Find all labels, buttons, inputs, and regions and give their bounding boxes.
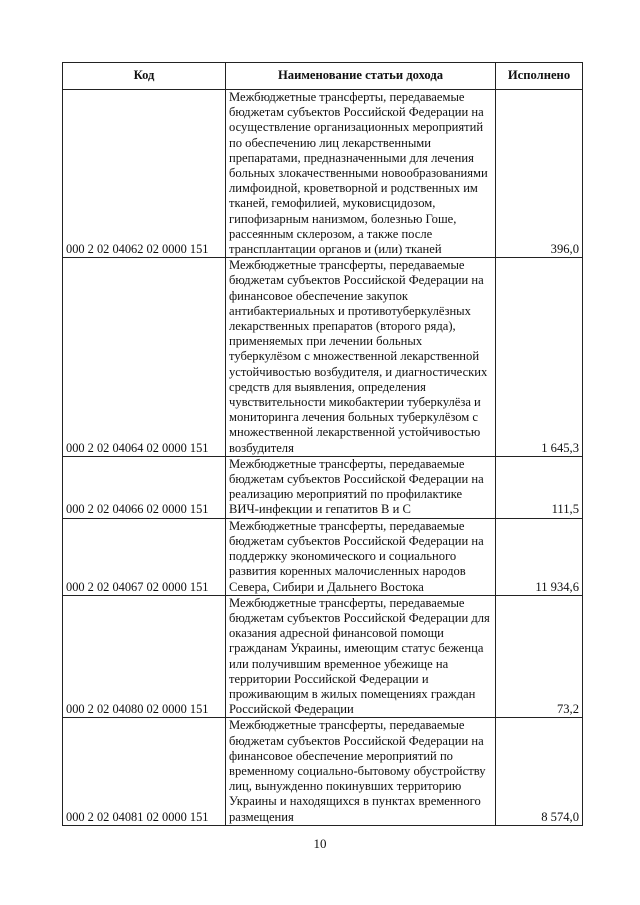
table-row [63,258,583,457]
header-name: Наименование статьи дохода [226,63,496,90]
row-executed: 1 645,3 [496,258,583,457]
header-executed: Исполнено [496,63,583,90]
row-executed: 11 934,6 [496,518,583,595]
row-executed: 8 574,0 [496,718,583,825]
row-executed: 396,0 [496,90,583,258]
row-code: 000 2 02 04067 02 0000 151 [63,518,226,595]
row-code: 000 2 02 04066 02 0000 151 [63,456,226,518]
row-name: Межбюджетные трансферты, передаваемые бюджетам субъектов Российской Федерации на финансовое обеспечение мероприятий по временному социально-бытовому обустройству лиц, вынужденно покинувших территорию Украины и находящихся в пунктах временного размещения [226,718,496,825]
row-executed: 73,2 [496,595,583,718]
row-name: Межбюджетные трансферты, передаваемые бюджетам субъектов Российской Федерации на осуществление организационных мероприятий по обеспечению лиц лекарственными препаратами, предназначенными для лечения больных злокачественными новообразованиями лимфоидной, кроветворной и родственных им тканей, гемофилией, муковисцидозом, гипофизарным нанизмом, болезнью Гоше, рассеянным склерозом, а также после трансплантации органов и (или) тканей [226,90,496,258]
row-executed: 111,5 [496,456,583,518]
row-code: 000 2 02 04080 02 0000 151 [63,595,226,718]
table-row [63,718,583,825]
row-name: Межбюджетные трансферты, передаваемые бюджетам субъектов Российской Федерации на реализацию мероприятий по профилактике ВИЧ-инфекции и гепатитов B и C [226,456,496,518]
row-name: Межбюджетные трансферты, передаваемые бюджетам субъектов Российской Федерации на финансовое обеспечение закупок антибактериальных и противотуберкулёзных лекарственных препаратов (второго ряда), применяемых при лечении больных туберкулёзом с множественной лекарственной устойчивостью возбудителя, и диагностических средств для выявления, определения чувствительности микобактерии туберкулёза и мониторинга лечения больных туберкулёзом с множественной лекарственной устойчивостью возбудителя [226,258,496,457]
row-name: Межбюджетные трансферты, передаваемые бюджетам субъектов Российской Федерации для оказания адресной финансовой помощи гражданам Украины, имеющим статус беженца или получившим временное убежище на территории Российской Федерации и проживающим в жилых помещениях граждан Российской Федерации [226,595,496,718]
row-name: Межбюджетные трансферты, передаваемые бюджетам субъектов Российской Федерации на поддержку экономического и социального развития коренных малочисленных народов Севера, Сибири и Дальнего Востока [226,518,496,595]
table-row [63,518,583,595]
row-code: 000 2 02 04064 02 0000 151 [63,258,226,457]
row-code: 000 2 02 04062 02 0000 151 [63,90,226,258]
revenue-table [62,62,583,826]
header-code: Код [63,63,226,90]
row-code: 000 2 02 04081 02 0000 151 [63,718,226,825]
table-row [63,90,583,258]
table-header-row [63,63,583,90]
table-row [63,595,583,718]
page-number: 10 [313,836,327,851]
table-row [63,456,583,518]
